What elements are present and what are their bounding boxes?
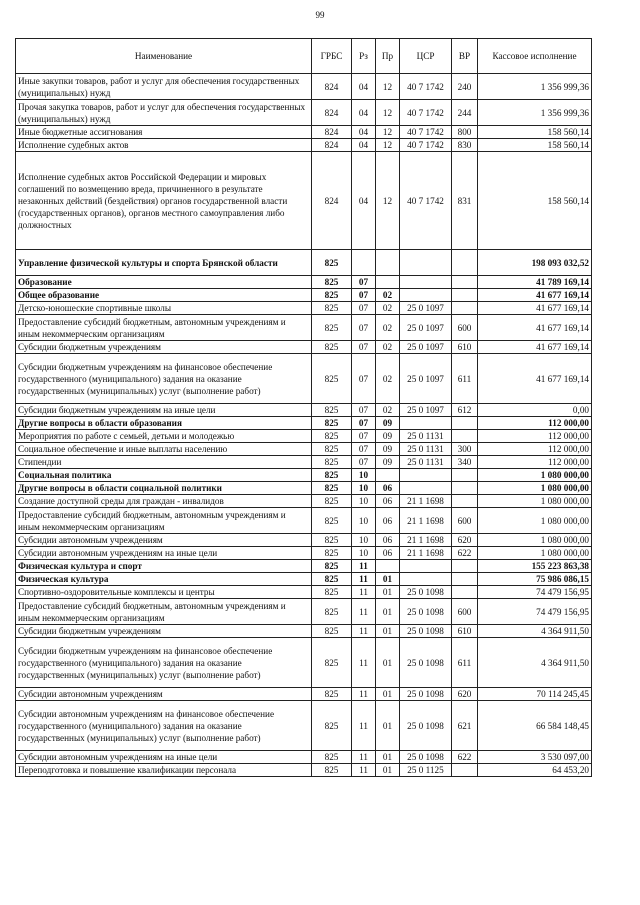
cell-rz: 04 [352,126,376,139]
table-row [16,354,592,404]
cell-pr: 06 [376,482,400,495]
table-row [16,547,592,560]
cell-pr: 01 [376,764,400,777]
cell-csr [400,482,452,495]
cell-amount: 41 677 169,14 [478,341,592,354]
cell-name: Субсидии автономным учреждениям на финансовое обеспечение государственного (муниципального) задания на оказание государственных (муниципальных) услуг (выполнение работ) [16,701,312,751]
table-row [16,139,592,152]
cell-name: Детско-юношеские спортивные школы [16,302,312,315]
cell-amount: 64 453,20 [478,764,592,777]
cell-pr: 12 [376,139,400,152]
cell-name: Иные бюджетные ассигнования [16,126,312,139]
cell-grbs: 824 [312,139,352,152]
cell-csr [400,469,452,482]
cell-amount: 4 364 911,50 [478,625,592,638]
cell-name: Предоставление субсидий бюджетным, автономным учреждениям и иным некоммерческим организациям [16,599,312,625]
cell-name: Исполнение судебных актов [16,139,312,152]
cell-pr: 06 [376,534,400,547]
cell-vr: 830 [452,139,478,152]
cell-grbs: 824 [312,100,352,126]
cell-grbs: 825 [312,430,352,443]
cell-grbs: 824 [312,126,352,139]
cell-pr: 01 [376,599,400,625]
cell-amount: 112 000,00 [478,456,592,469]
cell-grbs: 825 [312,547,352,560]
cell-grbs: 825 [312,443,352,456]
cell-pr: 12 [376,126,400,139]
cell-name: Предоставление субсидий бюджетным, автономным учреждениям и иным некоммерческим организациям [16,508,312,534]
table-row [16,560,592,573]
table-row [16,625,592,638]
table-row [16,456,592,469]
cell-name: Субсидии автономным учреждениям на иные цели [16,751,312,764]
cell-pr: 01 [376,625,400,638]
cell-amount: 112 000,00 [478,430,592,443]
cell-vr: 244 [452,100,478,126]
cell-grbs: 825 [312,315,352,341]
cell-rz: 07 [352,315,376,341]
cell-rz: 10 [352,482,376,495]
cell-grbs: 825 [312,701,352,751]
cell-amount: 1 080 000,00 [478,495,592,508]
cell-vr [452,250,478,276]
cell-amount: 1 080 000,00 [478,534,592,547]
cell-pr: 01 [376,573,400,586]
cell-rz: 04 [352,74,376,100]
cell-rz: 11 [352,701,376,751]
cell-vr [452,417,478,430]
cell-grbs: 825 [312,688,352,701]
cell-amount: 198 093 032,52 [478,250,592,276]
cell-csr: 25 0 1097 [400,341,452,354]
cell-amount: 1 080 000,00 [478,469,592,482]
cell-rz: 07 [352,430,376,443]
cell-grbs: 824 [312,152,352,250]
cell-grbs: 825 [312,302,352,315]
table-header-row [16,39,592,74]
cell-amount: 41 677 169,14 [478,302,592,315]
cell-vr [452,560,478,573]
cell-pr: 06 [376,547,400,560]
cell-rz: 10 [352,534,376,547]
cell-csr: 40 7 1742 [400,139,452,152]
cell-pr: 01 [376,751,400,764]
cell-grbs: 825 [312,341,352,354]
table-row [16,289,592,302]
table-row [16,276,592,289]
cell-pr: 01 [376,586,400,599]
cell-rz: 07 [352,456,376,469]
cell-csr: 40 7 1742 [400,152,452,250]
cell-vr [452,586,478,599]
table-row [16,764,592,777]
cell-name: Другие вопросы в области социальной политики [16,482,312,495]
cell-csr: 25 0 1097 [400,315,452,341]
table-row [16,126,592,139]
table-row [16,74,592,100]
cell-amount: 112 000,00 [478,443,592,456]
cell-csr: 21 1 1698 [400,495,452,508]
cell-vr [452,276,478,289]
cell-amount: 0,00 [478,404,592,417]
header-name: Наименование [16,39,312,74]
cell-amount: 41 789 169,14 [478,276,592,289]
cell-rz: 07 [352,354,376,404]
cell-csr: 25 0 1097 [400,404,452,417]
cell-pr: 01 [376,701,400,751]
cell-amount: 158 560,14 [478,152,592,250]
cell-grbs: 825 [312,751,352,764]
cell-csr [400,417,452,430]
cell-vr [452,302,478,315]
cell-amount: 74 479 156,95 [478,599,592,625]
table-row [16,534,592,547]
cell-pr: 02 [376,354,400,404]
cell-name: Переподготовка и повышение квалификации персонала [16,764,312,777]
cell-name: Прочая закупка товаров, работ и услуг для обеспечения государственных (муниципальных) нужд [16,100,312,126]
table-row [16,599,592,625]
cell-amount: 66 584 148,45 [478,701,592,751]
cell-pr: 12 [376,100,400,126]
cell-csr: 40 7 1742 [400,126,452,139]
table-row [16,573,592,586]
cell-pr: 12 [376,152,400,250]
cell-csr: 25 0 1098 [400,688,452,701]
cell-amount: 158 560,14 [478,126,592,139]
cell-vr [452,764,478,777]
cell-vr: 620 [452,688,478,701]
cell-pr: 06 [376,495,400,508]
cell-vr: 622 [452,751,478,764]
cell-vr: 600 [452,315,478,341]
cell-vr: 611 [452,354,478,404]
cell-amount: 1 080 000,00 [478,508,592,534]
cell-pr: 02 [376,302,400,315]
table-row [16,404,592,417]
cell-amount: 112 000,00 [478,417,592,430]
cell-rz: 11 [352,560,376,573]
cell-grbs: 825 [312,560,352,573]
cell-grbs: 825 [312,764,352,777]
cell-pr: 09 [376,417,400,430]
cell-rz: 04 [352,139,376,152]
cell-csr [400,560,452,573]
cell-name: Предоставление субсидий бюджетным, автономным учреждениям и иным некоммерческим организациям [16,315,312,341]
cell-rz: 11 [352,688,376,701]
cell-pr: 02 [376,315,400,341]
table-row [16,443,592,456]
table-row [16,586,592,599]
table-row [16,152,592,250]
table-row [16,508,592,534]
cell-csr: 21 1 1698 [400,508,452,534]
cell-grbs: 825 [312,495,352,508]
cell-vr: 300 [452,443,478,456]
cell-pr: 09 [376,456,400,469]
cell-pr: 02 [376,404,400,417]
table-row [16,302,592,315]
cell-grbs: 825 [312,638,352,688]
cell-rz: 07 [352,404,376,417]
cell-rz: 11 [352,638,376,688]
table-row [16,751,592,764]
cell-name: Субсидии бюджетным учреждениям на финансовое обеспечение государственного (муниципального) задания на оказание государственных (муниципальных) услуг (выполнение работ) [16,638,312,688]
cell-name: Исполнение судебных актов Российской Федерации и мировых соглашений по возмещению вреда, причиненного в результате незаконных действий (бездействия) органов государственной власти (государственных органов), органов местного самоуправления либо должностных [16,152,312,250]
cell-csr: 25 0 1098 [400,751,452,764]
cell-amount: 1 356 999,36 [478,74,592,100]
cell-vr: 340 [452,456,478,469]
cell-name: Социальное обеспечение и иные выплаты населению [16,443,312,456]
cell-rz: 10 [352,495,376,508]
cell-vr [452,573,478,586]
cell-grbs: 825 [312,289,352,302]
cell-pr [376,469,400,482]
cell-grbs: 825 [312,469,352,482]
cell-vr: 612 [452,404,478,417]
cell-csr: 25 0 1098 [400,586,452,599]
cell-csr: 25 0 1097 [400,354,452,404]
cell-pr [376,560,400,573]
cell-name: Субсидии бюджетным учреждениям [16,625,312,638]
table-row [16,638,592,688]
cell-rz: 07 [352,302,376,315]
cell-csr: 25 0 1098 [400,599,452,625]
cell-pr: 01 [376,638,400,688]
table-row [16,341,592,354]
cell-rz: 11 [352,764,376,777]
cell-pr: 09 [376,443,400,456]
cell-name: Субсидии бюджетным учреждениям на иные цели [16,404,312,417]
cell-name: Субсидии бюджетным учреждениям [16,341,312,354]
cell-grbs: 825 [312,417,352,430]
cell-amount: 41 677 169,14 [478,354,592,404]
cell-name: Субсидии бюджетным учреждениям на финансовое обеспечение государственного (муниципального) задания на оказание государственных (муниципальных) услуг (выполнение работ) [16,354,312,404]
budget-table [15,38,592,777]
header-rz: Рз [352,39,376,74]
cell-csr: 21 1 1698 [400,534,452,547]
cell-name: Субсидии автономным учреждениям на иные цели [16,547,312,560]
cell-vr: 831 [452,152,478,250]
cell-vr: 622 [452,547,478,560]
cell-amount: 1 080 000,00 [478,547,592,560]
cell-vr: 610 [452,625,478,638]
cell-rz: 10 [352,508,376,534]
cell-name: Субсидии автономным учреждениям [16,534,312,547]
table-row [16,688,592,701]
cell-vr: 800 [452,126,478,139]
cell-grbs: 825 [312,534,352,547]
cell-rz: 04 [352,100,376,126]
cell-pr [376,276,400,289]
header-grbs: ГРБС [312,39,352,74]
cell-rz [352,250,376,276]
cell-csr: 21 1 1698 [400,547,452,560]
cell-pr: 06 [376,508,400,534]
cell-name: Физическая культура [16,573,312,586]
cell-rz: 10 [352,469,376,482]
cell-vr [452,289,478,302]
cell-vr: 240 [452,74,478,100]
cell-vr: 600 [452,599,478,625]
header-pr: Пр [376,39,400,74]
cell-csr: 25 0 1131 [400,456,452,469]
cell-name: Образование [16,276,312,289]
header-amount: Кассовое исполнение [478,39,592,74]
table-row [16,315,592,341]
cell-rz: 11 [352,625,376,638]
table-row [16,495,592,508]
cell-grbs: 825 [312,625,352,638]
header-vr: ВР [452,39,478,74]
cell-vr [452,482,478,495]
cell-pr: 12 [376,74,400,100]
cell-vr: 620 [452,534,478,547]
cell-amount: 74 479 156,95 [478,586,592,599]
cell-pr: 09 [376,430,400,443]
cell-rz: 11 [352,599,376,625]
cell-rz: 11 [352,586,376,599]
cell-grbs: 825 [312,354,352,404]
cell-name: Другие вопросы в области образования [16,417,312,430]
cell-grbs: 825 [312,573,352,586]
header-csr: ЦСР [400,39,452,74]
cell-csr [400,276,452,289]
table-row [16,250,592,276]
table-row [16,701,592,751]
cell-vr: 621 [452,701,478,751]
cell-grbs: 825 [312,250,352,276]
cell-amount: 41 677 169,14 [478,315,592,341]
cell-csr [400,289,452,302]
cell-amount: 41 677 169,14 [478,289,592,302]
cell-csr [400,573,452,586]
cell-pr: 02 [376,289,400,302]
cell-csr: 25 0 1098 [400,638,452,688]
cell-amount: 4 364 911,50 [478,638,592,688]
page-number: 99 [315,10,325,20]
cell-name: Мероприятия по работе с семьей, детьми и молодежью [16,430,312,443]
cell-grbs: 825 [312,586,352,599]
table-row [16,469,592,482]
cell-pr: 02 [376,341,400,354]
table-row [16,100,592,126]
cell-grbs: 824 [312,74,352,100]
table-row [16,417,592,430]
cell-csr: 25 0 1098 [400,701,452,751]
cell-rz: 07 [352,276,376,289]
cell-vr: 610 [452,341,478,354]
cell-name: Управление физической культуры и спорта Брянской области [16,250,312,276]
cell-pr [376,250,400,276]
cell-rz: 11 [352,573,376,586]
cell-amount: 1 080 000,00 [478,482,592,495]
cell-grbs: 825 [312,276,352,289]
cell-name: Стипендии [16,456,312,469]
table-row [16,482,592,495]
cell-vr: 611 [452,638,478,688]
cell-csr: 25 0 1131 [400,430,452,443]
cell-csr: 25 0 1131 [400,443,452,456]
cell-vr [452,430,478,443]
cell-name: Социальная политика [16,469,312,482]
cell-rz: 07 [352,443,376,456]
cell-grbs: 825 [312,599,352,625]
cell-vr [452,469,478,482]
cell-rz: 04 [352,152,376,250]
cell-name: Спортивно-оздоровительные комплексы и центры [16,586,312,599]
cell-rz: 07 [352,341,376,354]
cell-name: Создание доступной среды для граждан - инвалидов [16,495,312,508]
cell-csr: 25 0 1125 [400,764,452,777]
cell-name: Общее образование [16,289,312,302]
cell-amount: 1 356 999,36 [478,100,592,126]
cell-rz: 07 [352,289,376,302]
cell-amount: 3 530 097,00 [478,751,592,764]
cell-name: Физическая культура и спорт [16,560,312,573]
cell-rz: 07 [352,417,376,430]
cell-csr: 25 0 1097 [400,302,452,315]
cell-csr [400,250,452,276]
cell-vr [452,495,478,508]
cell-rz: 11 [352,751,376,764]
table-body [16,74,592,777]
cell-amount: 70 114 245,45 [478,688,592,701]
cell-name: Иные закупки товаров, работ и услуг для обеспечения государственных (муниципальных) нужд [16,74,312,100]
cell-rz: 10 [352,547,376,560]
cell-csr: 40 7 1742 [400,74,452,100]
cell-grbs: 825 [312,456,352,469]
cell-amount: 155 223 863,38 [478,560,592,573]
cell-amount: 158 560,14 [478,139,592,152]
cell-vr: 600 [452,508,478,534]
cell-pr: 01 [376,688,400,701]
cell-csr: 25 0 1098 [400,625,452,638]
cell-name: Субсидии автономным учреждениям [16,688,312,701]
cell-grbs: 825 [312,404,352,417]
cell-amount: 75 986 086,15 [478,573,592,586]
cell-grbs: 825 [312,482,352,495]
cell-csr: 40 7 1742 [400,100,452,126]
table-row [16,430,592,443]
cell-grbs: 825 [312,508,352,534]
